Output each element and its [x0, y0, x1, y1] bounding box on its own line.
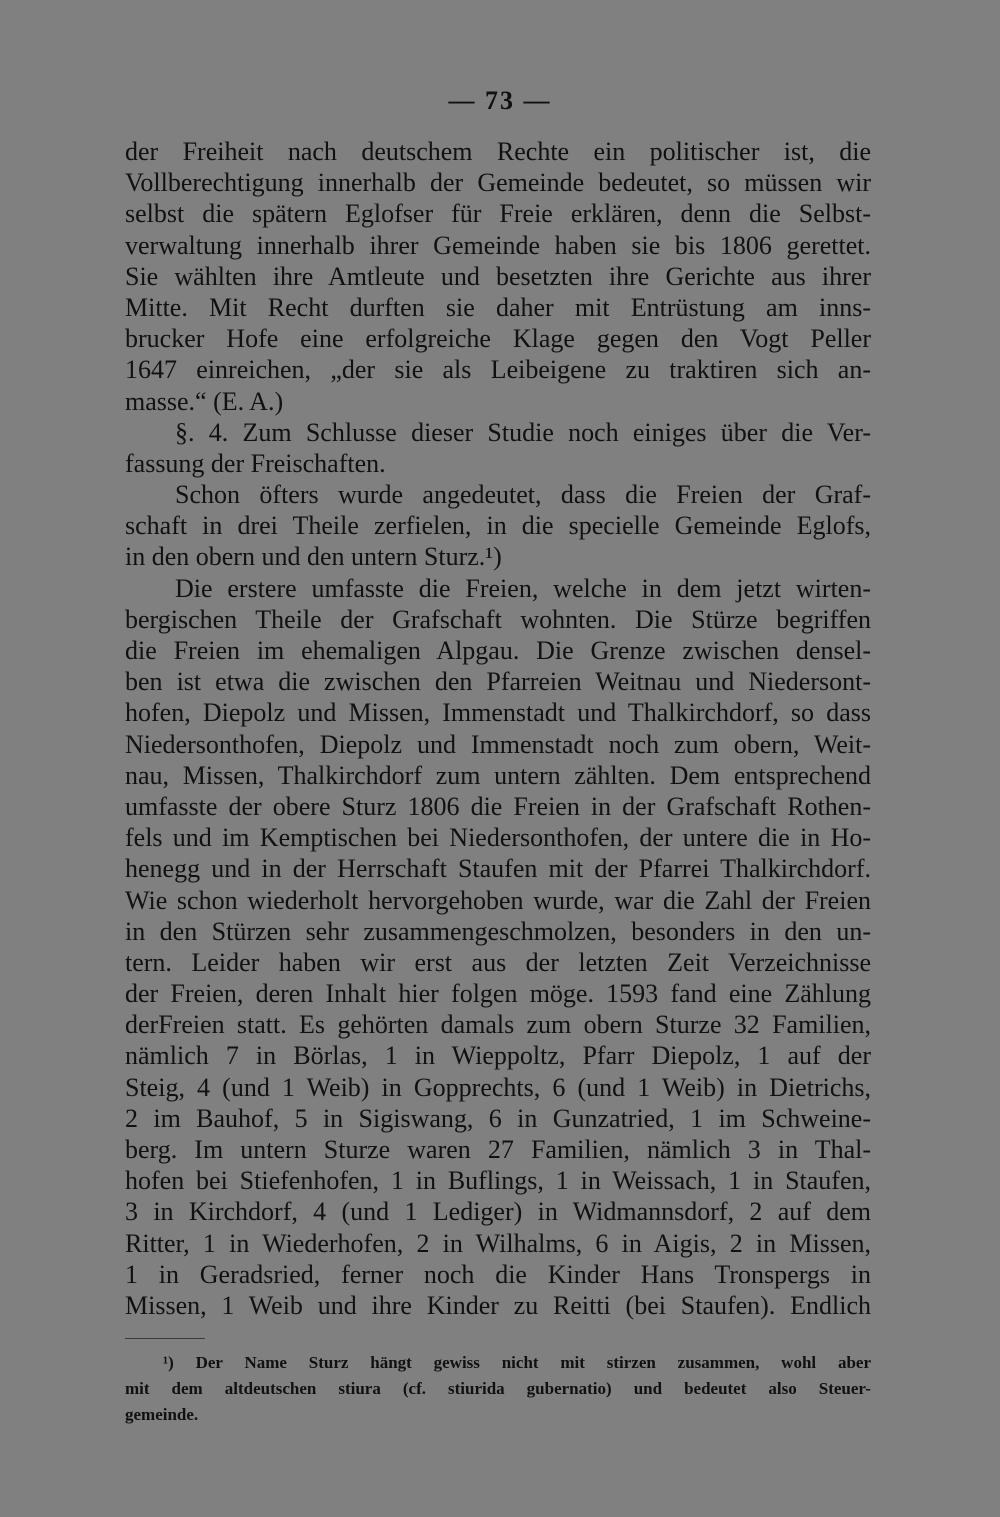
- text-line: 3 in Kirchdorf, 4 (und 1 Lediger) in Widmannsdorf, 2 auf dem: [125, 1197, 871, 1227]
- text-line: Wie schon wiederholt hervorgehoben wurde, war die Zahl der Freien: [125, 885, 871, 915]
- text-line: hofen bei Stiefenhofen, 1 in Buflings, 1 in Weissach, 1 in Staufen,: [125, 1166, 871, 1196]
- footnote-divider: [125, 1338, 205, 1339]
- footnote: [125, 1350, 871, 1428]
- text-line: brucker Hofe eine erfolgreiche Klage gegen den Vogt Peller: [125, 324, 871, 354]
- text-line: derFreien statt. Es gehörten damals zum obern Sturze 32 Familien,: [125, 1010, 871, 1040]
- text-line: nau, Missen, Thalkirchdorf zum untern zählten. Dem entsprechend: [125, 760, 871, 790]
- text-line: Ritter, 1 in Wiederhofen, 2 in Wilhalms, 6 in Aigis, 2 in Missen,: [125, 1228, 871, 1258]
- footnote-line: mit dem altdeutschen stiura (cf. stiurida gubernatio) und bedeutet also Steuer-: [125, 1379, 871, 1398]
- text-line: hofen, Diepolz und Missen, Immenstadt und Thalkirchdorf, so dass: [125, 698, 871, 728]
- text-line: in den obern und den untern Sturz.¹): [125, 542, 502, 572]
- section-heading-line: §. 4. Zum Schlusse dieser Studie noch einiges über die Ver-: [175, 417, 871, 447]
- body-text: [125, 136, 871, 1321]
- text-line: selbst die spätern Eglofser für Freie erklären, denn die Selbst-: [125, 199, 871, 229]
- text-line: 2 im Bauhof, 5 in Sigiswang, 6 in Gunzatried, 1 im Schweine-: [125, 1103, 871, 1133]
- text-line: Mitte. Mit Recht durften sie daher mit Entrüstung am inns-: [125, 292, 871, 322]
- text-line: bergischen Theile der Grafschaft wohnten. Die Stürze begriffen: [125, 604, 871, 634]
- text-line: fels und im Kemptischen bei Niedersonthofen, der untere die in Ho-: [125, 823, 871, 853]
- text-line: henegg und in der Herrschaft Staufen mit der Pfarrei Thalkirchdorf.: [125, 854, 871, 884]
- text-line: Vollberechtigung innerhalb der Gemeinde bedeutet, so müssen wir: [125, 168, 871, 198]
- text-line: umfasste der obere Sturz 1806 die Freien in der Grafschaft Rothen-: [125, 791, 871, 821]
- text-line: die Freien im ehemaligen Alpgau. Die Grenze zwischen densel-: [125, 636, 871, 665]
- footnote-line: ¹) Der Name Sturz hängt gewiss nicht mit stirzen zusammen, wohl aber: [163, 1353, 871, 1372]
- text-line: Schon öfters wurde angedeutet, dass die Freien der Graf-: [175, 480, 871, 510]
- text-line: 1647 einreichen, „der sie als Leibeigene zu traktiren sich an-: [125, 355, 871, 385]
- footnote-line: gemeinde.: [125, 1405, 199, 1424]
- text-line: ben ist etwa die zwischen den Pfarreien Weitnau und Niedersont-: [125, 667, 871, 697]
- text-line: in den Stürzen sehr zusammengeschmolzen, besonders in den un-: [125, 916, 871, 946]
- text-line: berg. Im untern Sturze waren 27 Familien, nämlich 3 in Thal-: [125, 1135, 871, 1164]
- text-line: nämlich 7 in Börlas, 1 in Wieppoltz, Pfarr Diepolz, 1 auf der: [125, 1041, 871, 1071]
- text-line: Sie wählten ihre Amtleute und besetzten ihre Gerichte aus ihrer: [125, 261, 871, 291]
- page-number: — 73 —: [448, 86, 552, 115]
- text-line: der Freiheit nach deutschem Rechte ein politischer ist, die: [125, 137, 871, 166]
- text-line: verwaltung innerhalb ihrer Gemeinde haben sie bis 1806 gerettet.: [125, 230, 871, 260]
- text-line: Niedersonthofen, Diepolz und Immenstadt noch zum obern, Weit-: [125, 729, 871, 759]
- text-line: Missen, 1 Weib und ihre Kinder zu Reitti (bei Staufen). Endlich: [125, 1290, 871, 1320]
- text-line: fassung der Freischaften.: [125, 448, 386, 478]
- text-line: tern. Leider haben wir erst aus der letzten Zeit Verzeichnisse: [125, 947, 871, 977]
- text-line: Die erstere umfasste die Freien, welche in dem jetzt wirten-: [175, 573, 871, 603]
- text-line: masse.“ (E. A.): [125, 386, 284, 416]
- text-line: Steig, 4 (und 1 Weib) in Gopprechts, 6 (und 1 Weib) in Dietrichs,: [125, 1072, 871, 1102]
- text-line: der Freien, deren Inhalt hier folgen möge. 1593 fand eine Zählung: [125, 979, 871, 1009]
- text-line: 1 in Geradsried, ferner noch die Kinder Hans Tronspergs in: [125, 1259, 871, 1289]
- text-line: schaft in drei Theile zerfielen, in die specielle Gemeinde Eglofs,: [125, 511, 871, 541]
